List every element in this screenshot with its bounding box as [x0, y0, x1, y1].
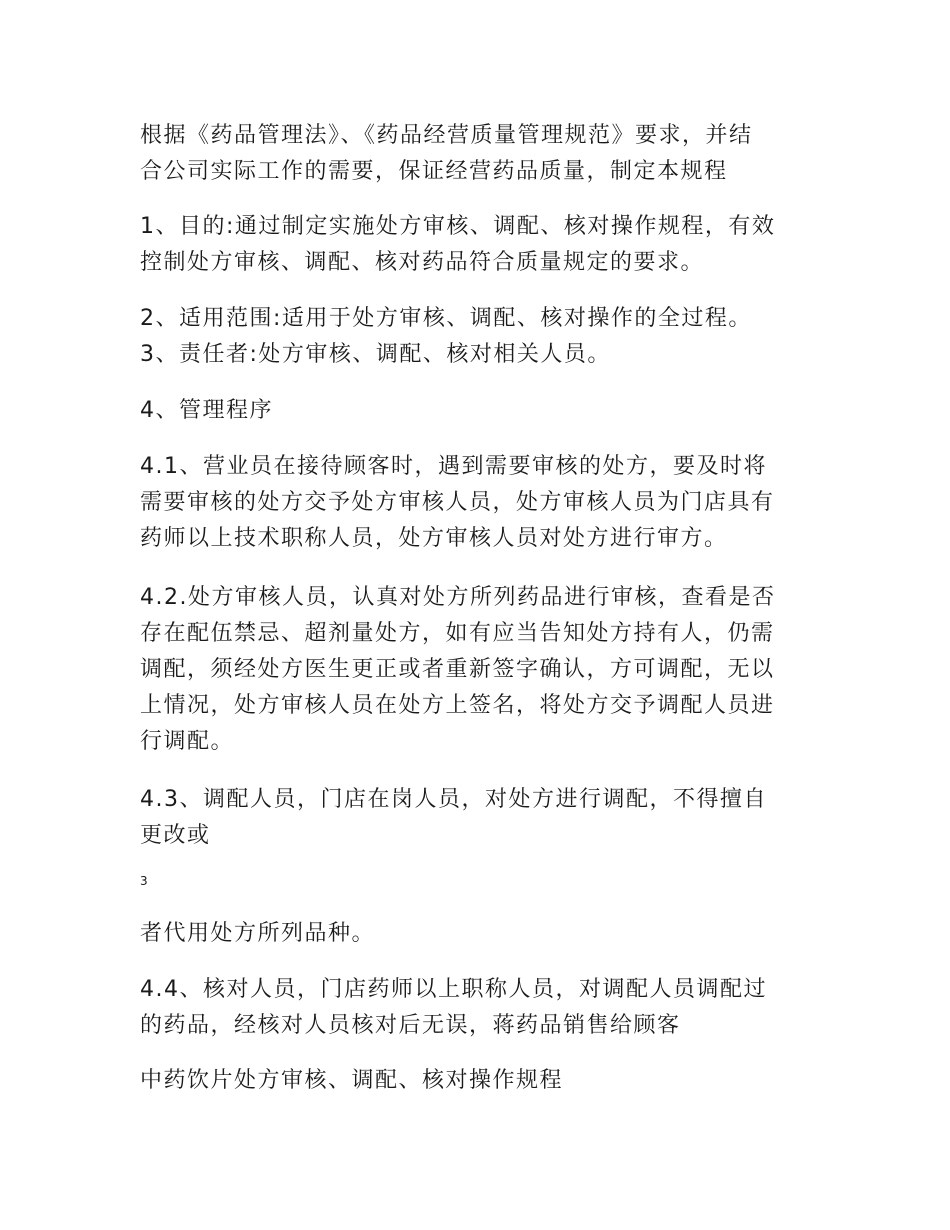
text-line: 调配，须经处方医生更正或者重新签字确认，方可调配，无以 [140, 657, 775, 682]
text-line: 存在配伍禁忌、超剂量处方，如有应当告知处方持有人，仍需 [140, 621, 775, 646]
text-line: 4、管理程序 [140, 398, 273, 423]
step-4-3-continued [140, 916, 820, 952]
step-4-1-paragraph [140, 449, 820, 557]
text-line: 需要审核的处方交予处方审核人员，处方审核人员为门店具有 [140, 490, 775, 515]
responsible-paragraph [140, 337, 820, 373]
text-line: 上情况，处方审核人员在处方上签名，将处方交予调配人员进 [140, 693, 775, 718]
text-line: 1、目的:通过制定实施处方审核、调配、核对操作规程，有效 [140, 214, 776, 239]
step-4-4-paragraph [140, 972, 820, 1044]
scope-paragraph [140, 301, 820, 337]
step-4-2-paragraph [140, 580, 820, 760]
text-line: 者代用处方所列品种。 [140, 921, 376, 946]
text-line: 3、责任者:处方审核、调配、核对相关人员。 [140, 342, 611, 367]
page-number: 3 [140, 874, 148, 888]
text-line: 根据《药品管理法》、《药品经营质量管理规范》要求，并结 [140, 123, 753, 148]
next-section-title [140, 1063, 820, 1099]
text-line: 行调配。 [140, 729, 235, 754]
procedure-heading [140, 393, 820, 429]
text-line: 中药饮片处方审核、调配、核对操作规程 [140, 1068, 564, 1093]
text-line: 更改或 [140, 823, 211, 848]
intro-paragraph [140, 118, 820, 190]
text-line: 合公司实际工作的需要，保证经营药品质量，制定本规程 [140, 159, 728, 184]
text-line: 控制处方审核、调配、核对药品符合质量规定的要求。 [140, 250, 705, 275]
text-line: 4.1、营业员在接待顾客时，遇到需要审核的处方，要及时将 [140, 454, 767, 479]
text-line: 4.2.处方审核人员，认真对处方所列药品进行审核，查看是否 [140, 585, 776, 610]
purpose-paragraph [140, 209, 820, 281]
text-line: 2、适用范围:适用于处方审核、调配、核对操作的全过程。 [140, 306, 752, 331]
text-line: 4.3、调配人员，门店在岗人员，对处方进行调配，不得擅自 [140, 787, 767, 812]
text-line: 的药品，经核对人员核对后无误，蒋药品销售给顾客 [140, 1013, 681, 1038]
text-line: 药师以上技术职称人员，处方审核人员对处方进行审方。 [140, 526, 728, 551]
text-line: 4.4、核对人员，门店药师以上职称人员，对调配人员调配过 [140, 977, 767, 1002]
step-4-3-paragraph [140, 782, 820, 854]
